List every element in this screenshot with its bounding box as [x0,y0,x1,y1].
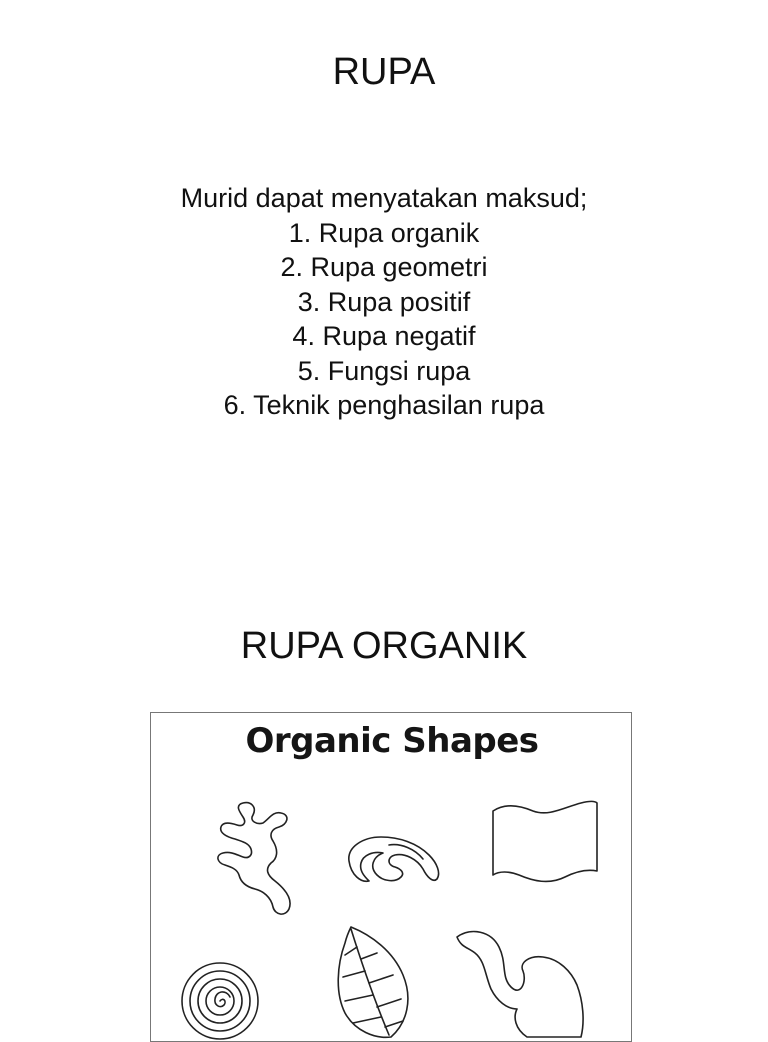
objective-item: 1. Rupa organik [288,217,480,248]
objective-item: 3. Rupa positif [297,286,471,317]
objective-item: 2. Rupa geometri [280,252,488,282]
objective-item: 6. Teknik penghasilan rupa [223,390,545,420]
spiral-icon [179,945,261,1041]
organic-shapes-figure [150,712,632,1042]
slide-title: RUPA [332,51,436,93]
figure-title: Organic Shapes [245,721,539,761]
coral-icon [213,799,303,919]
section-title: RUPA ORGANIK [240,625,528,667]
objective-item: 5. Fungsi rupa [297,355,471,386]
flag-icon [489,799,601,889]
objectives-intro: Murid dapat menyatakan maksud; [180,183,588,213]
objective-item: 4. Rupa negatif [292,321,476,351]
swirl-shell-icon [343,831,443,887]
objectives-list [0,181,768,423]
